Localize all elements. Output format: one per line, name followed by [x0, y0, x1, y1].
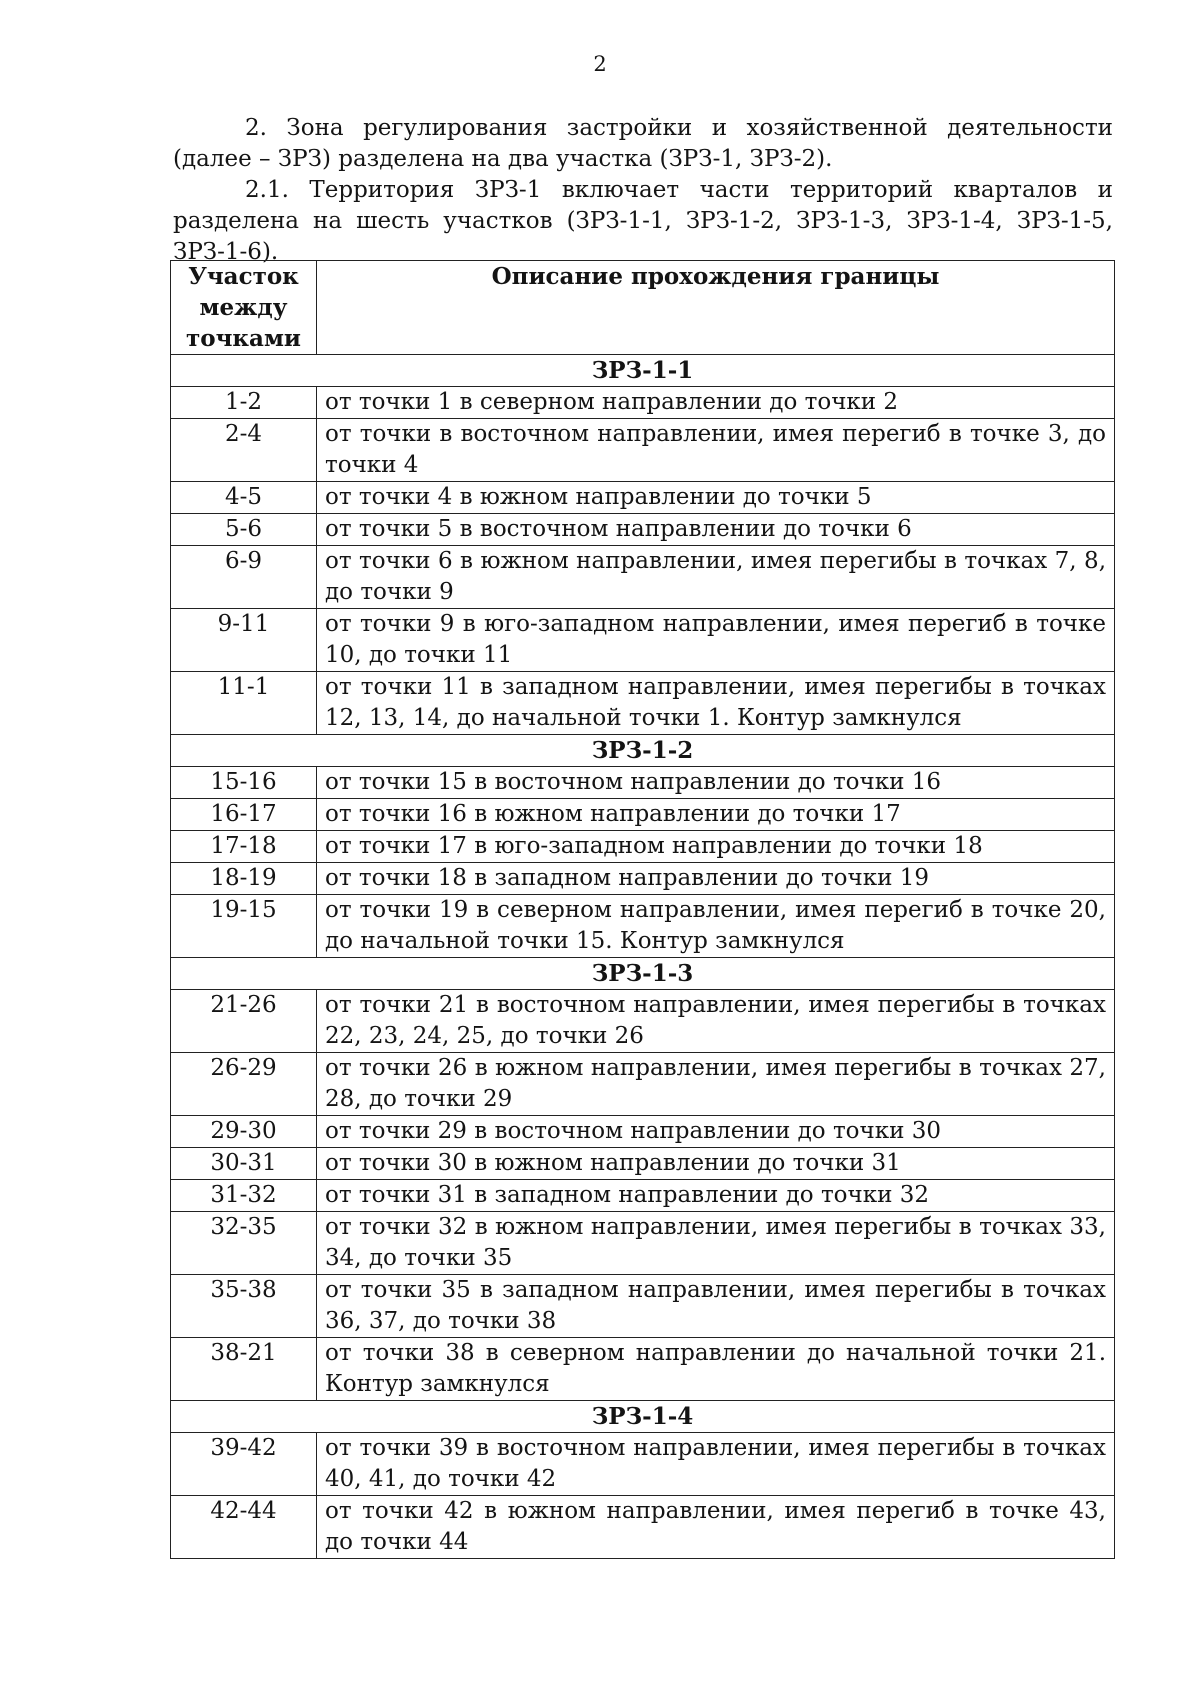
- header-description: Описание прохождения границы: [317, 261, 1115, 355]
- description-cell: от точки 16 в южном направлении до точки 17: [317, 799, 1115, 831]
- description-cell: от точки 1 в северном направлении до точки 2: [317, 387, 1115, 419]
- description-cell: от точки 38 в северном направлении до начальной точки 21. Контур замкнулся: [317, 1338, 1115, 1401]
- section-title: ЗРЗ-1-3: [171, 958, 1115, 990]
- segment-cell: 15-16: [171, 767, 317, 799]
- description-cell: от точки 29 в восточном направлении до точки 30: [317, 1116, 1115, 1148]
- intro-paragraph-1: 2. Зона регулирования застройки и хозяйственной деятельности (далее – ЗРЗ) разделена на два участка (ЗРЗ-1, ЗРЗ-2).: [173, 115, 1113, 172]
- segment-cell: 42-44: [171, 1496, 317, 1559]
- table-row: [171, 482, 1115, 514]
- segment-cell: 19-15: [171, 895, 317, 958]
- description-cell: от точки 9 в юго-западном направлении, имея перегиб в точке 10, до точки 11: [317, 609, 1115, 672]
- segment-cell: 31-32: [171, 1180, 317, 1212]
- section-row: [171, 958, 1115, 990]
- table-row: [171, 514, 1115, 546]
- segment-cell: 17-18: [171, 831, 317, 863]
- segment-cell: 9-11: [171, 609, 317, 672]
- table-row: [171, 419, 1115, 482]
- intro-text: [173, 113, 1113, 268]
- table-row: [171, 672, 1115, 735]
- table-row: [171, 1053, 1115, 1116]
- section-title: ЗРЗ-1-1: [171, 355, 1115, 387]
- table-row: [171, 863, 1115, 895]
- segment-cell: 16-17: [171, 799, 317, 831]
- table-row: [171, 1275, 1115, 1338]
- segment-cell: 26-29: [171, 1053, 317, 1116]
- segment-cell: 1-2: [171, 387, 317, 419]
- table-row: [171, 1116, 1115, 1148]
- section-title: ЗРЗ-1-2: [171, 735, 1115, 767]
- segment-cell: 39-42: [171, 1433, 317, 1496]
- description-cell: от точки 4 в южном направлении до точки 5: [317, 482, 1115, 514]
- table-row: [171, 609, 1115, 672]
- intro-paragraph-2: 2.1. Территория ЗРЗ-1 включает части территорий кварталов и разделена на шесть участков (ЗРЗ-1-1, ЗРЗ-1-2, ЗРЗ-1-3, ЗРЗ-1-4, ЗРЗ-1-5, ЗРЗ-1-6).: [173, 177, 1113, 265]
- segment-cell: 21-26: [171, 990, 317, 1053]
- boundary-table: [170, 260, 1115, 1559]
- description-cell: от точки 26 в южном направлении, имея перегибы в точках 27, 28, до точки 29: [317, 1053, 1115, 1116]
- section-row: [171, 1401, 1115, 1433]
- header-segment: Участок между точками: [171, 261, 317, 355]
- table-row: [171, 1148, 1115, 1180]
- segment-cell: 18-19: [171, 863, 317, 895]
- segment-cell: 2-4: [171, 419, 317, 482]
- description-cell: от точки 18 в западном направлении до точки 19: [317, 863, 1115, 895]
- description-cell: от точки 30 в южном направлении до точки 31: [317, 1148, 1115, 1180]
- table-row: [171, 799, 1115, 831]
- description-cell: от точки 5 в восточном направлении до точки 6: [317, 514, 1115, 546]
- description-cell: от точки 19 в северном направлении, имея перегиб в точке 20, до начальной точки 15. Контур замкнулся: [317, 895, 1115, 958]
- segment-cell: 30-31: [171, 1148, 317, 1180]
- table-row: [171, 1180, 1115, 1212]
- table-body: [171, 355, 1115, 1559]
- table-row: [171, 387, 1115, 419]
- table-row: [171, 546, 1115, 609]
- description-cell: от точки 39 в восточном направлении, имея перегибы в точках 40, 41, до точки 42: [317, 1433, 1115, 1496]
- page-number: 2: [593, 52, 607, 76]
- segment-cell: 38-21: [171, 1338, 317, 1401]
- segment-cell: 5-6: [171, 514, 317, 546]
- description-cell: от точки 21 в восточном направлении, имея перегибы в точках 22, 23, 24, 25, до точки 26: [317, 990, 1115, 1053]
- description-cell: от точки 31 в западном направлении до точки 32: [317, 1180, 1115, 1212]
- section-title: ЗРЗ-1-4: [171, 1401, 1115, 1433]
- table-row: [171, 1338, 1115, 1401]
- description-cell: от точки 11 в западном направлении, имея перегибы в точках 12, 13, 14, до начальной точки 1. Контур замкнулся: [317, 672, 1115, 735]
- table-row: [171, 1212, 1115, 1275]
- description-cell: от точки 32 в южном направлении, имея перегибы в точках 33, 34, до точки 35: [317, 1212, 1115, 1275]
- table-row: [171, 1496, 1115, 1559]
- description-cell: от точки 6 в южном направлении, имея перегибы в точках 7, 8, до точки 9: [317, 546, 1115, 609]
- description-cell: от точки 35 в западном направлении, имея перегибы в точках 36, 37, до точки 38: [317, 1275, 1115, 1338]
- segment-cell: 4-5: [171, 482, 317, 514]
- table-header-row: [171, 261, 1115, 355]
- description-cell: от точки 15 в восточном направлении до точки 16: [317, 767, 1115, 799]
- description-cell: от точки 17 в юго-западном направлении до точки 18: [317, 831, 1115, 863]
- table-row: [171, 767, 1115, 799]
- segment-cell: 32-35: [171, 1212, 317, 1275]
- table-row: [171, 831, 1115, 863]
- table-row: [171, 895, 1115, 958]
- segment-cell: 11-1: [171, 672, 317, 735]
- table-row: [171, 1433, 1115, 1496]
- segment-cell: 35-38: [171, 1275, 317, 1338]
- description-cell: от точки в восточном направлении, имея перегиб в точке 3, до точки 4: [317, 419, 1115, 482]
- table-row: [171, 990, 1115, 1053]
- segment-cell: 6-9: [171, 546, 317, 609]
- segment-cell: 29-30: [171, 1116, 317, 1148]
- description-cell: от точки 42 в южном направлении, имея перегиб в точке 43, до точки 44: [317, 1496, 1115, 1559]
- section-row: [171, 735, 1115, 767]
- section-row: [171, 355, 1115, 387]
